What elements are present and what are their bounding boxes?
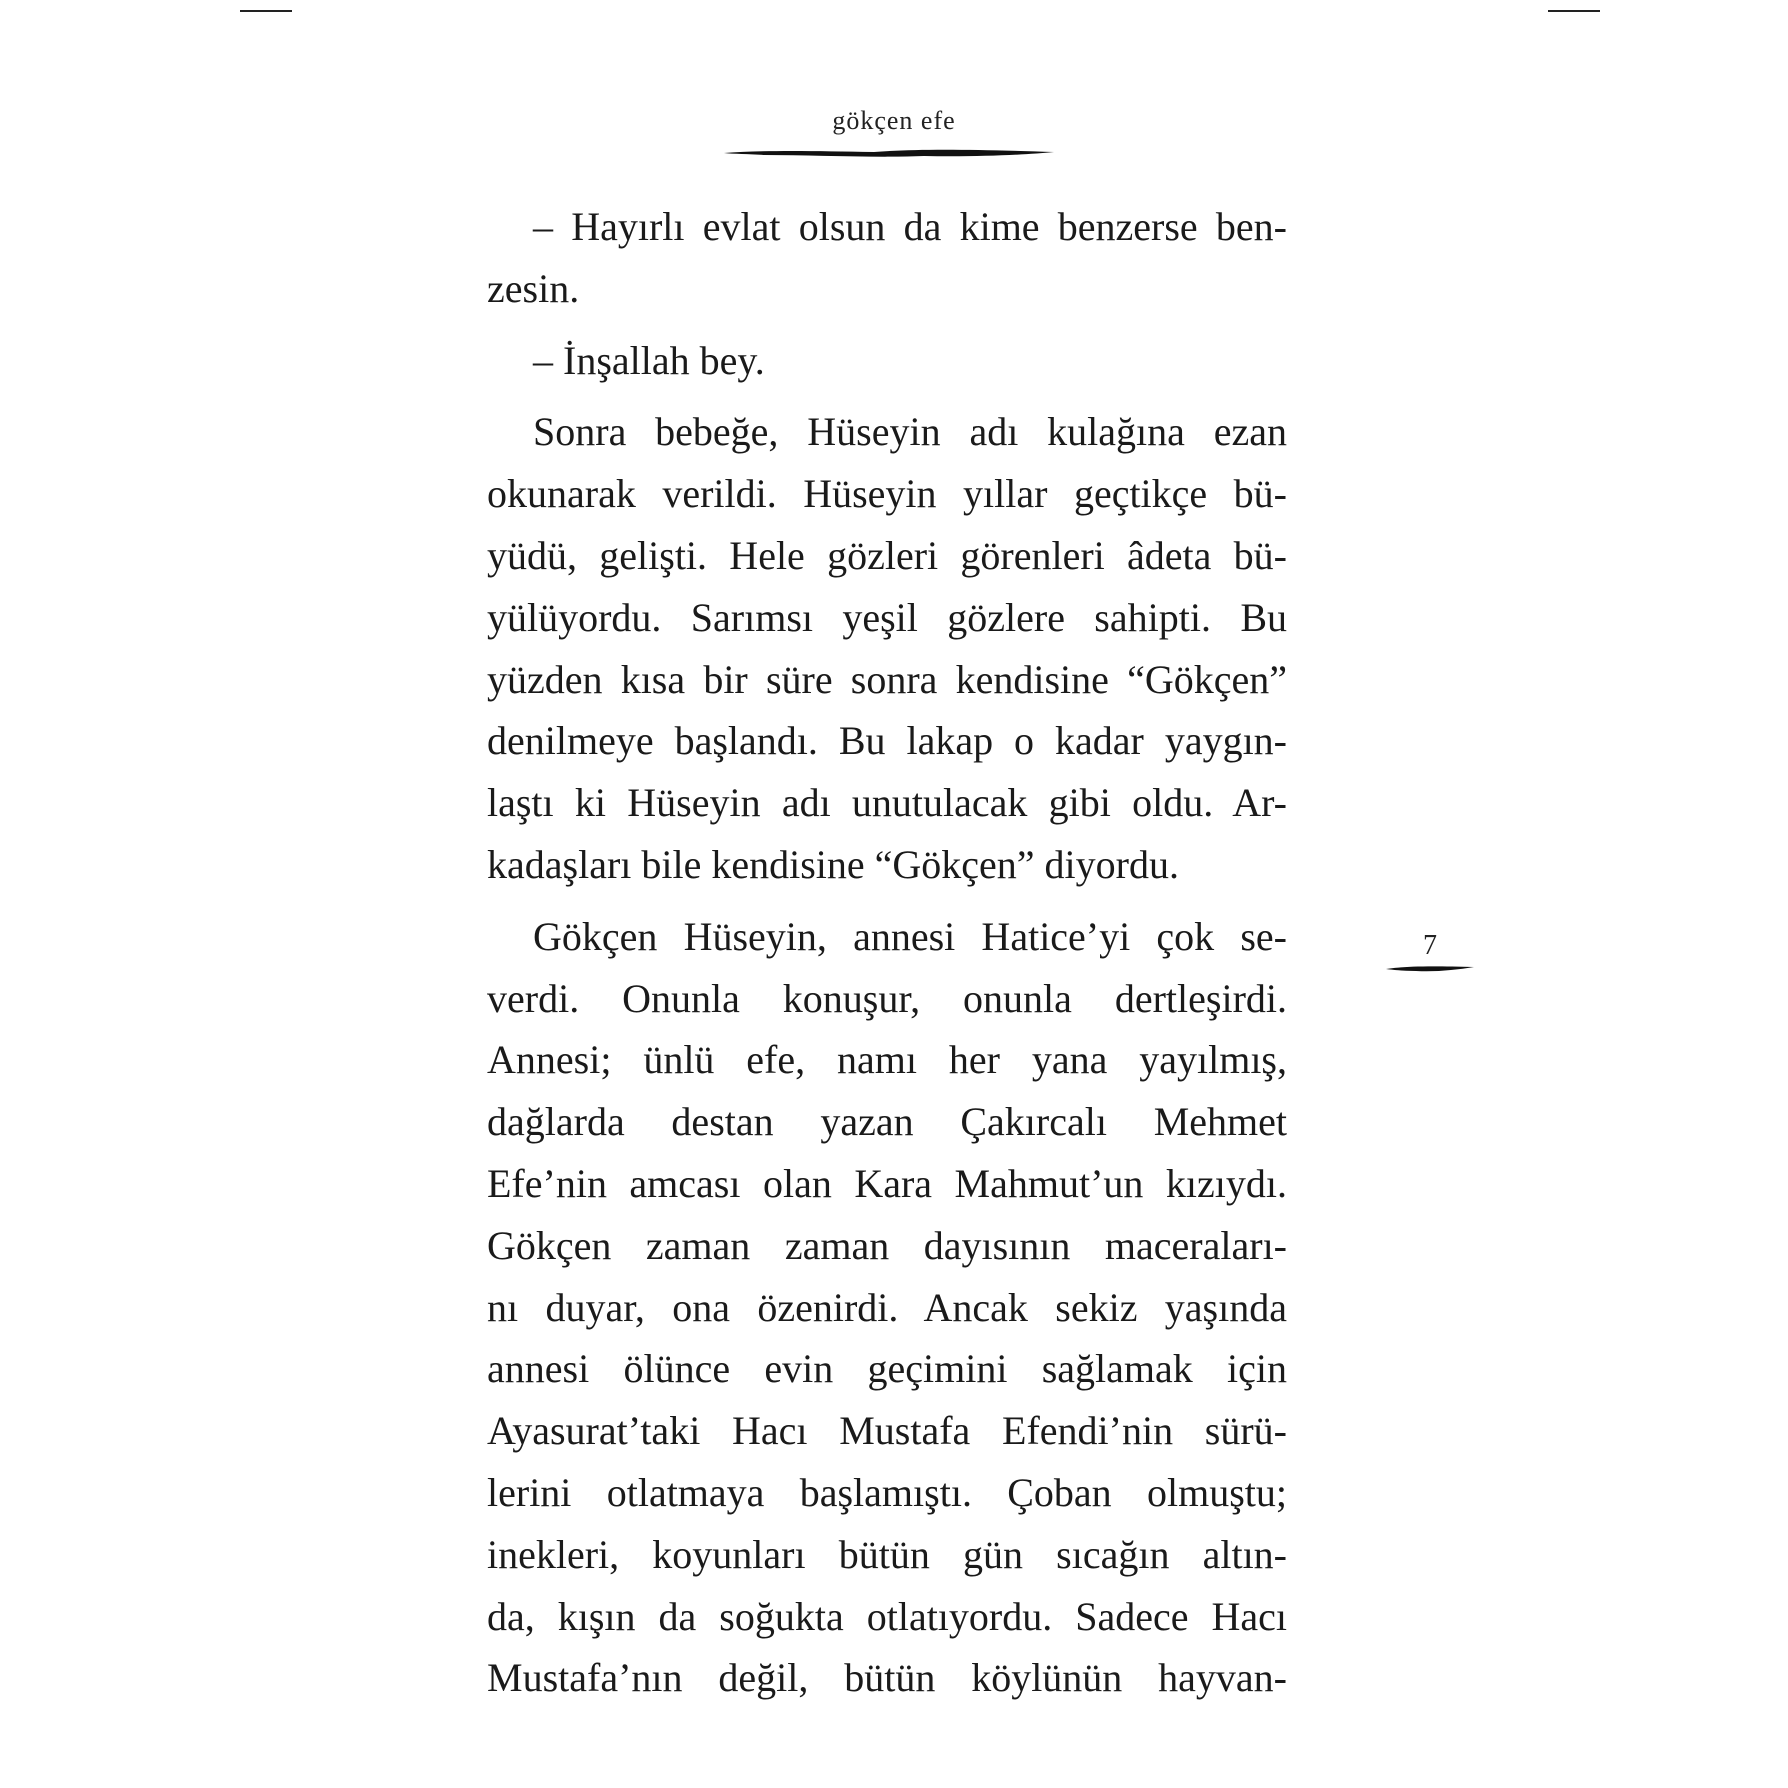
text-line: – İnşallah bey. [533,337,765,383]
text-line: Annesi; ünlü efe, namı her yana yayılmış, [487,1037,1287,1083]
running-head: gökçen efe [832,106,956,135]
text-line: Sonra bebeğe, Hüseyin adı kulağına ezan [533,409,1287,455]
page-number-brush-stroke [1386,962,1474,974]
text-line: laştı ki Hüseyin adı unutulacak gibi oldu. Ar- [487,780,1287,826]
text-line: da, kışın da soğukta otlatıyordu. Sadece Hacı [487,1593,1287,1639]
text-line: Gökçen Hüseyin, annesi Hatice’yi çok se- [533,913,1287,959]
crop-mark-left [240,10,292,12]
running-head-brush-stroke [724,146,1054,160]
paragraph-4 [487,906,1287,1709]
text-line: Ayasurat’taki Hacı Mustafa Efendi’nin sürü- [487,1408,1287,1454]
text-line: denilmeye başlandı. Bu lakap o kadar yaygın- [487,718,1287,764]
text-line: Gökçen zaman zaman dayısının maceraları- [487,1222,1287,1268]
paragraph-3 [487,401,1287,895]
paragraph-2 [487,330,1287,392]
body-text [487,196,1287,1709]
text-line: lerini otlatmaya başlamıştı. Çoban olmuştu; [487,1469,1287,1515]
text-line: yüzden kısa bir süre sonra kendisine “Gökçen” [487,656,1287,702]
crop-mark-right [1548,10,1600,12]
text-line: okunarak verildi. Hüseyin yıllar geçtikçe bü- [487,471,1287,517]
text-line: verdi. Onunla konuşur, onunla dertleşirdi. [487,975,1287,1021]
text-line: annesi ölünce evin geçimini sağlamak için [487,1346,1287,1392]
text-line: dağlarda destan yazan Çakırcalı Mehmet [487,1099,1287,1145]
text-line: yüdü, gelişti. Hele gözleri görenleri âdeta bü- [487,532,1287,578]
text-line: zesin. [487,265,580,311]
page-number: 7 [1423,930,1437,961]
text-line: yülüyordu. Sarımsı yeşil gözlere sahipti. Bu [487,594,1287,640]
text-line: nı duyar, ona özenirdi. Ancak sekiz yaşında [487,1284,1287,1330]
paragraph-1 [487,196,1287,320]
text-line: Mustafa’nın değil, bütün köylünün hayvan- [487,1655,1287,1701]
text-line: inekleri, koyunları bütün gün sıcağın altın- [487,1531,1287,1577]
text-line: – Hayırlı evlat olsun da kime benzerse ben- [533,204,1287,249]
text-line: Efe’nin amcası olan Kara Mahmut’un kızıydı. [487,1160,1287,1206]
text-line: kadaşları bile kendisine “Gökçen” diyordu. [487,841,1179,887]
